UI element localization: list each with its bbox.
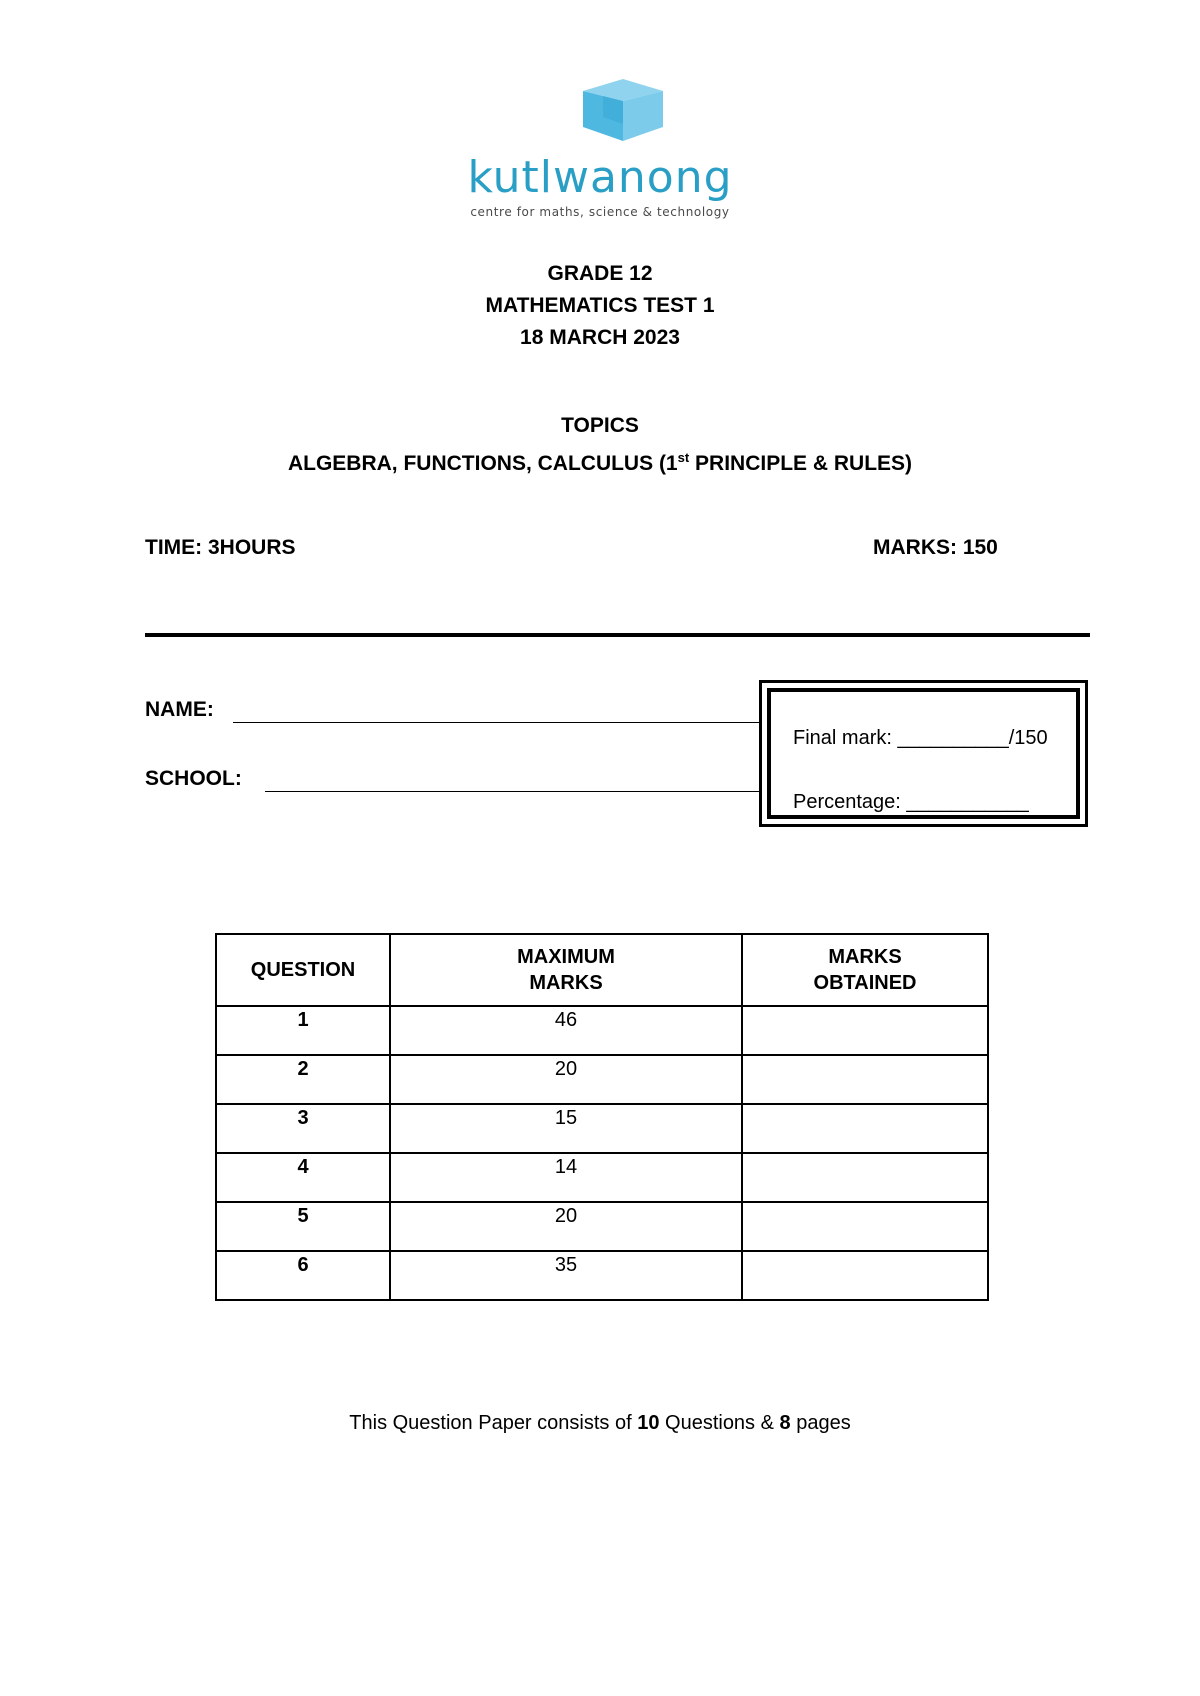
- maximum-marks: 15: [390, 1104, 742, 1153]
- school-label: SCHOOL:: [145, 767, 242, 790]
- logo-wordmark: kutlwanong: [467, 152, 733, 203]
- header-marks-obtained-text: MARKS OBTAINED: [813, 946, 917, 994]
- total-marks: MARKS: 150: [873, 536, 998, 559]
- question-number: 1: [216, 1006, 390, 1055]
- header-maximum-marks-text: MAXIMUM MARKS: [517, 946, 615, 994]
- maximum-marks: 14: [390, 1153, 742, 1202]
- maximum-marks: 35: [390, 1251, 742, 1300]
- table-row: [216, 1006, 988, 1055]
- grade-heading: GRADE 12: [547, 262, 653, 285]
- header-marks-obtained: [742, 934, 988, 1006]
- logo-cube-icon: [583, 79, 663, 141]
- date-heading: 18 MARCH 2023: [520, 326, 680, 349]
- marks-obtained-cell[interactable]: [742, 1104, 988, 1153]
- header-question: QUESTION: [216, 934, 390, 1006]
- paper-summary: [0, 1412, 1200, 1435]
- name-field[interactable]: [233, 722, 760, 723]
- time-allowed: TIME: 3HOURS: [145, 536, 296, 559]
- maximum-marks: 46: [390, 1006, 742, 1055]
- table-row: [216, 1055, 988, 1104]
- question-number: 5: [216, 1202, 390, 1251]
- school-field[interactable]: [265, 791, 760, 792]
- summary-prefix: This Question Paper consists of: [349, 1412, 638, 1434]
- header-maximum-marks: [390, 934, 742, 1006]
- topics-superscript: st: [677, 450, 690, 465]
- summary-suffix: pages: [790, 1412, 851, 1434]
- test-heading: MATHEMATICS TEST 1: [485, 294, 715, 317]
- table-row: [216, 1153, 988, 1202]
- question-count: 10: [637, 1412, 660, 1434]
- marks-obtained-cell[interactable]: [742, 1153, 988, 1202]
- marks-obtained-cell[interactable]: [742, 1055, 988, 1104]
- topics-label: TOPICS: [561, 414, 639, 437]
- summary-middle: Questions &: [659, 1412, 780, 1434]
- marks-table: [215, 933, 989, 1301]
- name-label: NAME:: [145, 698, 214, 721]
- table-row: [216, 1104, 988, 1153]
- topics-suffix: PRINCIPLE & RULES): [689, 452, 913, 475]
- divider-rule: [145, 633, 1090, 637]
- final-mark-box-inner: [767, 688, 1080, 819]
- table-row: [216, 1202, 988, 1251]
- topics-list: [0, 442, 1200, 480]
- maximum-marks: 20: [390, 1055, 742, 1104]
- table-row: [216, 1251, 988, 1300]
- maximum-marks: 20: [390, 1202, 742, 1251]
- question-number: 3: [216, 1104, 390, 1153]
- marks-obtained-cell[interactable]: [742, 1006, 988, 1055]
- page-count: 8: [779, 1412, 791, 1434]
- question-number: 4: [216, 1153, 390, 1202]
- table-header-row: [216, 934, 988, 1006]
- topics-prefix: ALGEBRA, FUNCTIONS, CALCULUS (1: [287, 452, 678, 475]
- question-number: 6: [216, 1251, 390, 1300]
- logo-tagline: centre for maths, science & technology: [470, 205, 730, 219]
- final-mark-field[interactable]: Final mark: __________/150: [793, 727, 1048, 749]
- marks-obtained-cell[interactable]: [742, 1202, 988, 1251]
- final-mark-box: [759, 680, 1088, 827]
- marks-obtained-cell[interactable]: [742, 1251, 988, 1300]
- question-number: 2: [216, 1055, 390, 1104]
- percentage-field[interactable]: Percentage: ___________: [793, 791, 1029, 813]
